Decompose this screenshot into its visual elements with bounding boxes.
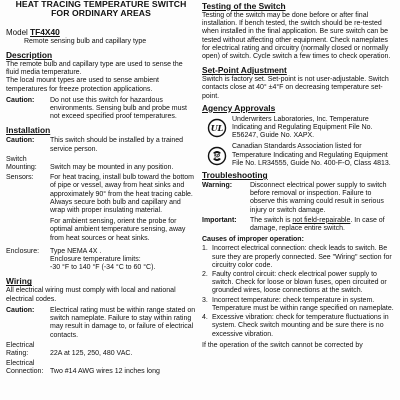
title-line-1: HEAT TRACING TEMPERATURE SWITCH (15, 0, 187, 9)
important-label: Important: (202, 216, 237, 224)
caution-label: Caution: (6, 306, 35, 314)
description-paragraph-1: The remote bulb and capillary type are used to sense the fluid media temperature. (6, 61, 183, 77)
csa-approval-text: Canadian Standards Association listed for Temperature Indicating and Regulating Equipment File No. LR34555, Guide No. 400-F-O, Class 4813. (232, 143, 391, 167)
caution-text: Do not use this switch for hazardous environments. Sensing bulb and probe must not exceed specified proof temperatures. (50, 96, 187, 121)
enclosure-limits: Enclosure temperature limits: (50, 256, 141, 264)
csa-logo-icon (207, 146, 227, 166)
cause-item (202, 271, 396, 296)
caution-rating (6, 307, 196, 340)
ul-approval-text: Underwriters Laboratories, Inc. Temperature Indicating and Regulating Equipment File No. E56247, Guide No. XAPX. (232, 115, 373, 140)
right-column (202, 0, 396, 353)
cause-item (202, 314, 396, 339)
sensors-text-2: For ambient sensing, orient the probe for optimal ambient temperature sensing, away from heat sources or heat sinks. (50, 218, 186, 242)
important-note (202, 217, 396, 233)
ul-logo-icon (207, 118, 227, 138)
model-line (6, 28, 196, 37)
csa-approval (202, 143, 396, 168)
sensors-body (50, 174, 196, 246)
csa-certified-icon (202, 143, 232, 168)
warning-label: Warning: (202, 182, 233, 190)
caution-text: This switch should be installed by a trained service person. (50, 137, 184, 153)
agency-approvals-heading: Agency Approvals (202, 102, 276, 113)
cause-item (202, 245, 396, 270)
electrical-rating (6, 342, 196, 358)
model-number: TF4X40 (30, 26, 60, 37)
closing-paragraph: If the operation of the switch cannot be corrected by (202, 341, 363, 349)
cause-number: 2. (202, 271, 208, 279)
testing-paragraph: Testing of the switch may be done before or after final installation. If bench tested, the switch should be re-tested when installed in the final application. Be sure switch can be tested without affecting other equipment. Check nameplates for electrical rating and circuitry (normally closed or normally open) of switch. Cycle switch a few times to check operation. (202, 12, 391, 61)
important-text (250, 217, 396, 233)
electrical-connection-text: Two #14 AWG wires 12 inches long (50, 368, 160, 376)
warning-note (202, 182, 396, 215)
cause-number: 1. (202, 245, 208, 253)
installation-heading: Installation (6, 125, 51, 136)
electrical-connection-label: Electrical Connection: (6, 360, 44, 376)
important-text-post: . In case of damage, replace entire switch. (250, 216, 385, 233)
description-heading: Description (6, 50, 53, 61)
enclosure (6, 248, 196, 273)
cause-item (202, 297, 396, 313)
wiring-heading: Wiring (6, 276, 32, 287)
ul-approval (202, 116, 396, 141)
electrical-connection (6, 360, 196, 376)
enclosure-body (50, 248, 196, 273)
important-text-pre: The switch is (250, 216, 293, 224)
description-paragraph-2: The local mount types are used to sense ambient temperatures for freeze protection applications. (6, 77, 159, 93)
caution-hazardous (6, 97, 196, 122)
setpoint-paragraph: Switch is factory set. Set-point is not user-adjustable. Switch contacts close at 40° ±4°F on decreasing temperature set-point. (202, 76, 389, 100)
electrical-rating-label: Electrical Rating: (6, 341, 35, 357)
cause-text: Excessive vibration: check for temperature fluctuations in system. Check switch mounting and be sure there is no excessive vibration. (212, 314, 389, 338)
caution-label: Caution: (6, 137, 35, 145)
cause-number: 4. (202, 314, 208, 322)
sensors-text: For heat tracing, install bulb toward the bottom of pipe or vessel, away from heat sinks and approximately 90° from the heat tracing cable. Always secure both bulb and capillary and wrap with proper insulating material. (50, 174, 194, 215)
title-line-2: FOR ORDINARY AREAS (51, 8, 151, 19)
model-label: Model (6, 27, 28, 37)
troubleshooting-heading: Troubleshooting (202, 170, 268, 181)
testing-heading: Testing of the Switch (202, 1, 286, 11)
sensors-label: Sensors: (6, 174, 34, 182)
cause-text: Incorrect temperature: check temperature in system. Temperature must be within range specified on nameplate. (212, 296, 394, 312)
important-text-underlined: not field-repairable (292, 216, 351, 224)
enclosure-type: Type NEMA 4X . (50, 247, 102, 255)
causes-heading: Causes of improper operation: (202, 236, 304, 244)
setpoint-heading: Set-Point Adjustment (202, 65, 287, 76)
caution-text: Electrical rating must be within range stated on switch nameplate. Failure to stay within rating may result in damage to, or failure of electrical contacts. (50, 306, 196, 339)
electrical-rating-text: 22A at 125, 250, 480 VAC. (50, 349, 133, 357)
caution-installer (6, 137, 196, 153)
svg-text:UL: UL (210, 123, 224, 134)
ul-listed-icon (202, 116, 232, 141)
cause-text: Faulty control circuit: check electrical power supply to switch. Check for loose or blown fuses, open circuited or grounded wires, loose connections at the switch. (212, 271, 387, 295)
wiring-paragraph: All electrical wiring must comply with local and national electrical codes. (6, 287, 176, 303)
cause-number: 3. (202, 296, 208, 304)
switch-mounting-text: Switch may be mounted in any position. (50, 163, 174, 171)
sensors (6, 174, 196, 246)
svg-text:SP: SP (213, 153, 221, 159)
left-column (6, 0, 196, 379)
switch-mounting-label: Switch Mounting: (6, 155, 37, 172)
switch-mounting (6, 156, 196, 172)
caution-label: Caution: (6, 96, 35, 104)
warning-text: Disconnect electrical power supply to switch before removal or inspection. Failure to observe this warning could result in serious injury or switch damage. (250, 182, 387, 214)
enclosure-range: -30 °F to 140 °F (-34 °C to 60 °C). (50, 264, 156, 272)
enclosure-label: Enclosure: (6, 247, 40, 255)
model-description: Remote sensing bulb and capillary type (24, 37, 147, 45)
document-title (6, 0, 196, 19)
cause-text: Incorrect electrical connection: check leads to switch. Be sure they are properly connected. See "Wiring" section for circuitry color code. (212, 245, 392, 269)
